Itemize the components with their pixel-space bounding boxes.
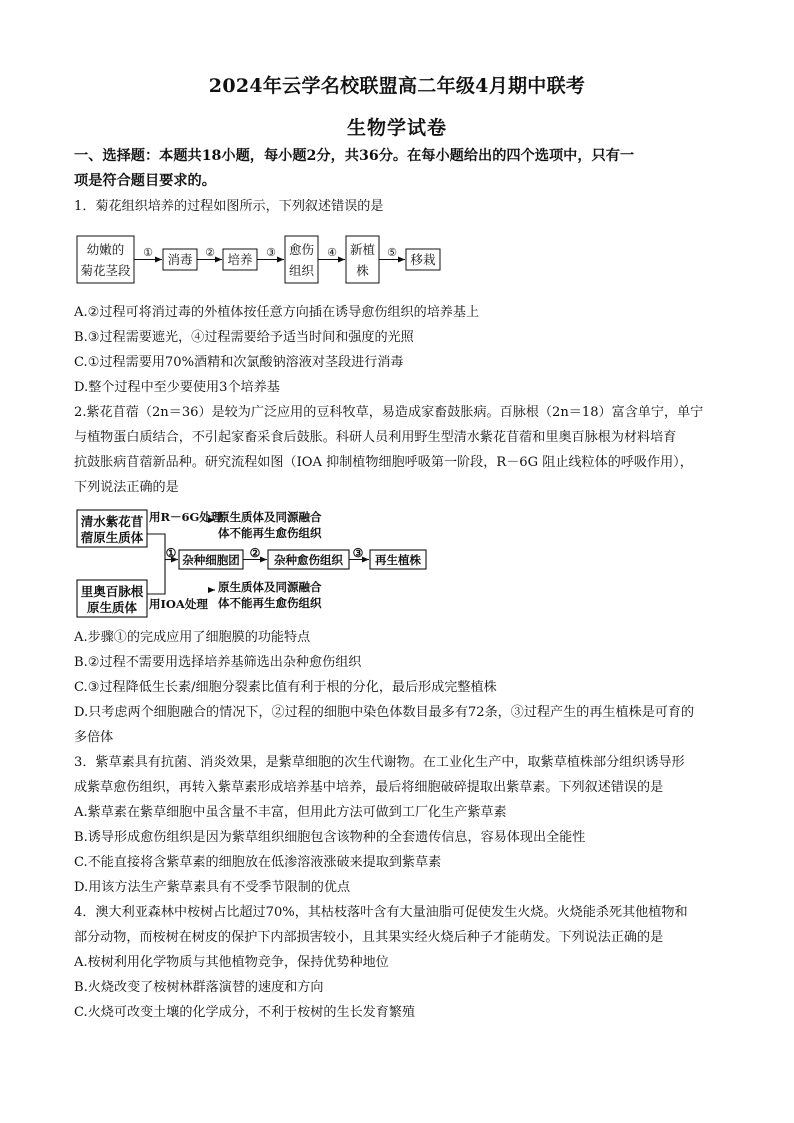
q2-hybrid-cell-label: 杂种细胞团: [182, 553, 240, 567]
q2-option-d: D.只考虑两个细胞融合的情况下，②过程的细胞中染色体数目最多有72条，③过程产生的再生植株是可育的: [74, 705, 695, 720]
q1-option-a: A.②过程可将消过毒的外植体按任意方向插在诱导愈伤组织的培养基上: [74, 305, 480, 320]
q2-hybrid-callus-label: 杂种愈伤组织: [274, 553, 343, 567]
q1-step4-label: ④: [327, 246, 337, 259]
q3-option-b: B.诱导形成愈伤组织是因为紫草组织细胞包含该物种的全套遗传信息，容易体现出全能性: [74, 830, 586, 845]
q2-option-b: B.②过程不需要用选择培养基筛选出杂种愈伤组织: [74, 655, 362, 670]
q1-option-b: B.③过程需要遮光，④过程需要给予适当时间和强度的光照: [74, 330, 414, 345]
q4-option-b: B.火烧改变了桉树林群落演替的速度和方向: [74, 980, 324, 995]
q1-step3-label: ③: [266, 246, 276, 259]
q3-stem-line1: 3．紫草素具有抗菌、消炎效果，是紫草细胞的次生代谢物。在工业化生产中，取紫草植株部分组织诱导形: [74, 755, 685, 770]
q1-box2-label: 消毒: [167, 252, 193, 267]
q2-bottom-result-line2: 体不能再生愈伤组织: [218, 596, 322, 610]
q2-step2-label: ②: [249, 546, 261, 560]
q1-box4-line1: 愈伤: [288, 242, 315, 257]
q2-top-result-line2: 体不能再生愈伤组织: [218, 526, 322, 540]
q4-option-a: A.桉树利用化学物质与其他植物竞争，保持优势种地位: [74, 955, 389, 970]
q2-bottom-box-line1: 里奥百脉根: [80, 584, 144, 599]
q1-step1-label: ①: [143, 246, 153, 259]
q1-box4-line2: 组织: [288, 263, 315, 278]
q2-top-result-line1: 原生质体及同源融合: [218, 510, 322, 524]
q2-option-a: A.步骤①的完成应用了细胞膜的功能特点: [74, 630, 311, 645]
section-heading-line1: 一、选择题：本题共18小题，每小题2分，共36分。在每小题给出的四个选项中，只有一: [74, 148, 635, 164]
q1-option-d: D.整个过程中至少要使用3个培养基: [74, 380, 280, 395]
q3-option-d: D.用该方法生产紫草素具有不受季节限制的优点: [74, 880, 351, 895]
q1-box5-line1: 新植: [349, 242, 376, 257]
q2-stem-line4: 下列说法正确的是: [74, 480, 179, 495]
q2-stem-line2: 与植物蛋白质结合，不引起家畜采食后鼓胀。科研人员利用野生型清水紫花苜蓿和里奥百脉根为材料培育: [74, 430, 677, 445]
q2-option-d-continued: 多倍体: [74, 730, 114, 745]
q1-box6-label: 移栽: [410, 252, 436, 267]
q2-regen-plant-label: 再生植株: [375, 553, 421, 567]
q1-box1-line2: 菊花茎段: [80, 263, 131, 278]
exam-title: 2024年云学名校联盟高二年级4月期中联考: [208, 75, 586, 97]
q2-bottom-result-line1: 原生质体及同源融合: [218, 580, 322, 594]
q3-option-c: C.不能直接将含紫草素的细胞放在低渗溶液涨破来提取到紫草素: [74, 855, 442, 870]
q2-option-c: C.③过程降低生长素/细胞分裂素比值有利于根的分化，最后形成完整植株: [74, 680, 497, 695]
exam-subject: 生物学试卷: [346, 117, 447, 139]
q1-box1-line1: 幼嫩的: [86, 242, 125, 257]
q1-box5-line2: 株: [356, 263, 369, 278]
q1-step5-label: ⑤: [387, 246, 397, 259]
q2-step3-label: ③: [352, 546, 364, 560]
q2-stem-line1: 2.紫花苜蓿（2n＝36）是较为广泛应用的豆科牧草，易造成家畜鼓胀病。百脉根（2n＝18）富含单宁，单宁: [74, 405, 704, 420]
q2-top-box-line2: 蓿原生质体: [80, 530, 144, 545]
q4-stem-line2: 部分动物，而桉树在树皮的保护下内部损害较小，且其果实经火烧后种子才能萌发。下列说法正确的是: [74, 930, 664, 945]
q1-step2-label: ②: [205, 246, 215, 259]
q2-step1-label: ①: [165, 546, 177, 560]
q3-stem-line2: 成紫草愈伤组织，再转入紫草素形成培养基中培养，最后将细胞破碎提取出紫草素。下列叙述错误的是: [74, 780, 664, 795]
q4-stem-line1: 4．澳大利亚森林中桉树占比超过70%，其枯枝落叶含有大量油脂可促使发生火烧。火烧能杀死其他植物和: [74, 905, 688, 920]
q2-top-treatment: 用R－6G处理: [149, 510, 223, 524]
q3-option-a: A.紫草素在紫草细胞中虽含量不丰富，但用此方法可做到工厂化生产紫草素: [74, 805, 507, 820]
q1-stem: 1．菊花组织培养的过程如图所示，下列叙述错误的是: [74, 199, 384, 214]
section-heading-line2: 项是符合题目要求的。: [74, 173, 216, 189]
q2-bottom-treatment: 用IOA处理: [149, 597, 208, 611]
q1-box3-label: 培养: [227, 252, 253, 267]
q2-top-box-line1: 清水紫花苜: [80, 514, 144, 529]
q4-option-c: C.火烧可改变土壤的化学成分，不利于桉树的生长发育繁殖: [74, 1005, 416, 1020]
q2-bottom-box-line2: 原生质体: [86, 600, 138, 615]
q2-stem-line3: 抗鼓胀病苜蓿新品种。研究流程如图（IOA 抑制植物细胞呼吸第一阶段，R－6G 阻止线粒体的呼吸作用），: [74, 455, 693, 470]
q1-option-c: C.①过程需要用70%酒精和次氯酸钠溶液对茎段进行消毒: [74, 355, 404, 370]
